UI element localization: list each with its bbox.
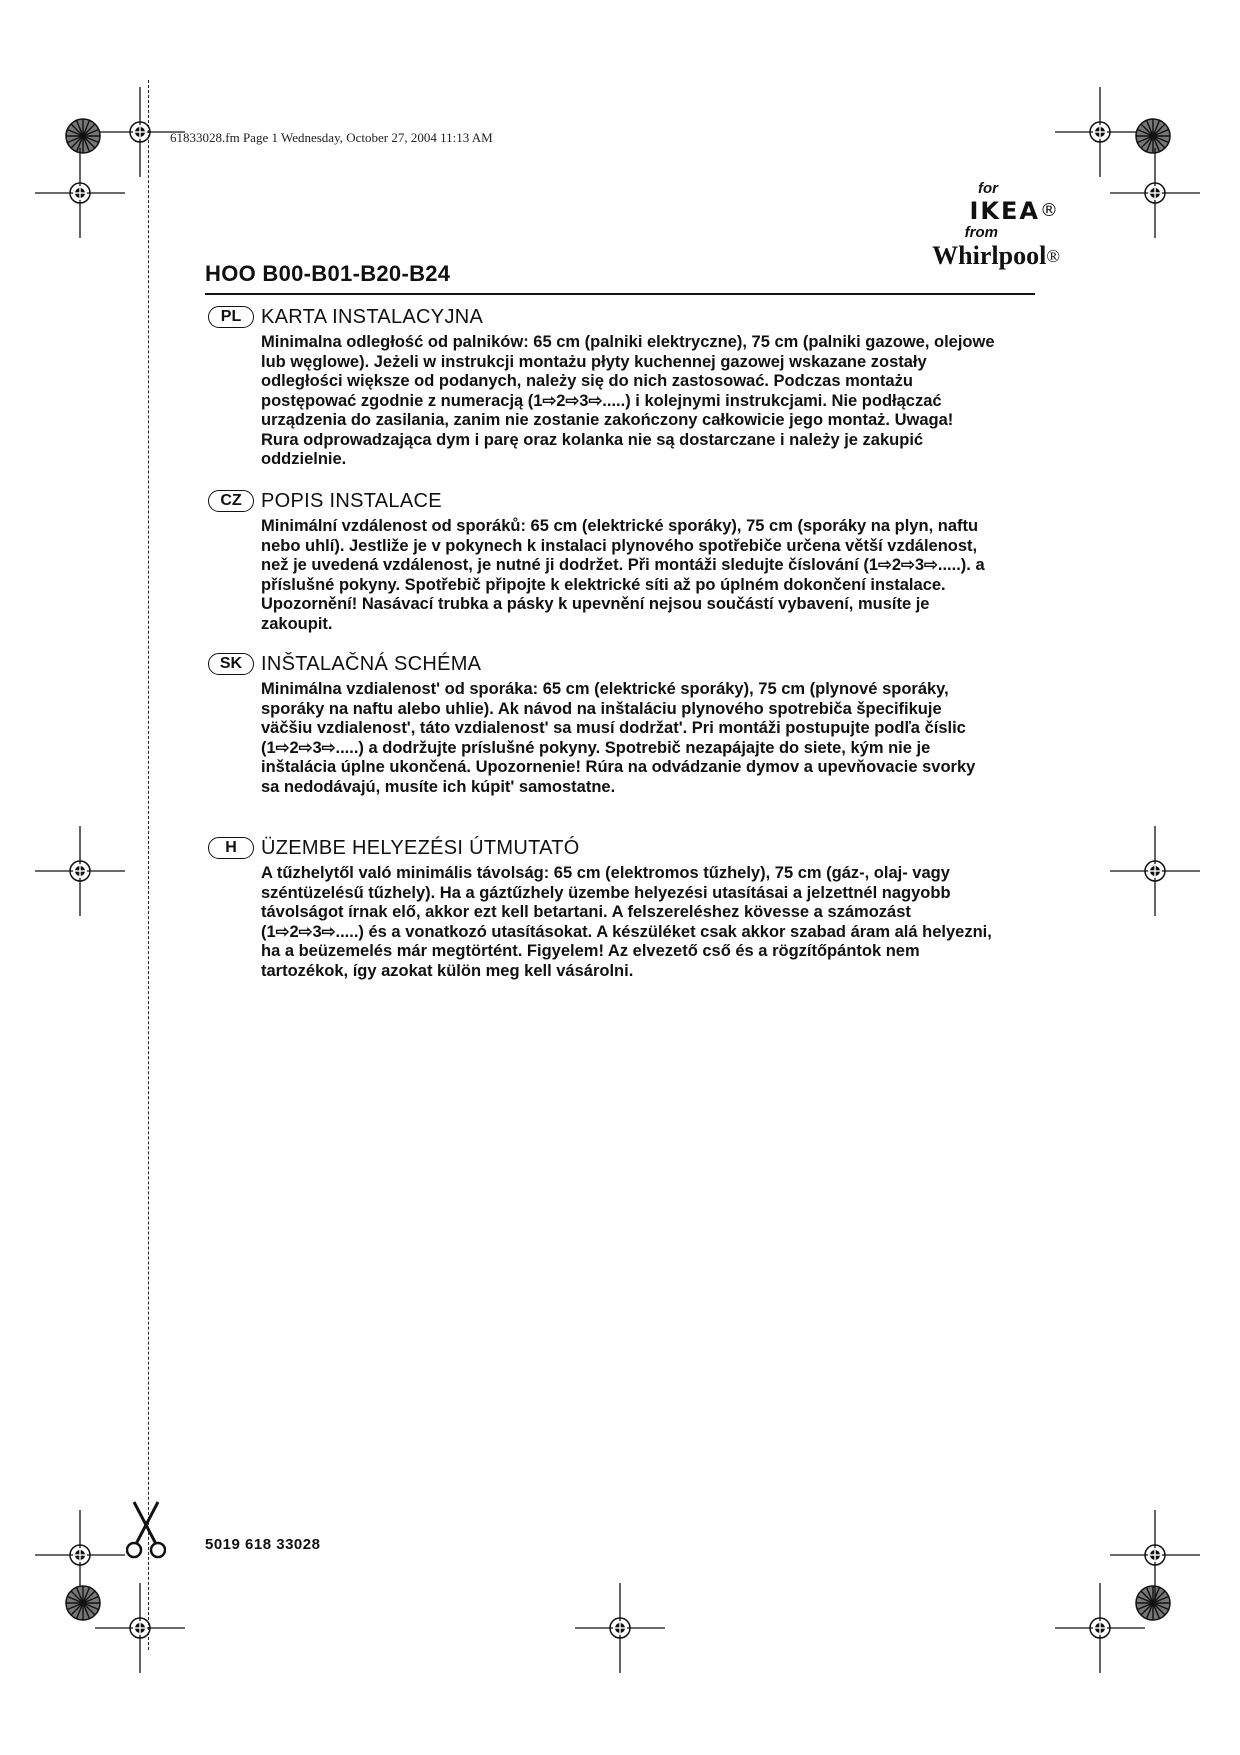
section-text: Minimální vzdálenost od sporáků: 65 cm (elektrické sporáky), 75 cm (sporáky na plyn, naftu nebo uhlí). Jestliže je v pokynech k instalaci plynového spotřebiče určena větší vzdálenost, než je uvedená vzdálenost, je nutné ji dodržet. Při montáži sledujte číslování (1⇨2⇨3⇨.....). a příslušné pokyny. Spotřebič připojte k elektrické síti až po úplném dokončení instalace. Upozornění! Nasávací trubka a pásky k upevnění nejsou součástí vybavení, musíte je zakoupit. — [261, 517, 985, 633]
brand-logo — [880, 180, 1060, 270]
registration-crosshair-icon — [1110, 148, 1200, 238]
section-cz — [205, 489, 995, 634]
logo-from: from — [964, 224, 998, 241]
logo-maker-reg: ® — [1046, 246, 1060, 266]
language-badge: CZ — [208, 490, 254, 512]
document-title: HOO B00-B01-B20-B24 — [205, 261, 451, 286]
logo-brand — [880, 198, 1060, 224]
section-sk — [205, 652, 995, 797]
registration-crosshair-icon — [575, 1583, 665, 1673]
section-h — [205, 836, 995, 981]
section-text: A tűzhelytől való minimális távolság: 65 cm (elektromos tűzhely), 75 cm (gáz-, olaj- vagy széntüzelésű tűzhely). Ha a gáztűzhely üzembe helyezési utasításai a jelzettnél nagyobb távolságot írnak elő, akkor ezt kell betartani. A felszereléshez kövesse a számozást (1⇨2⇨3⇨.....) és a vonatkozó utasításokat. A készüléket csak akkor szabad áram alá helyezni, ha a beüzemelés már megtörtént. Figyelem! Az elvezető cső és a rögzítőpántok nem tartozékok, így azokat külön meg kell vásárolni. — [261, 864, 992, 980]
section-text: Minimalna odległość od palników: 65 cm (palniki elektryczne), 75 cm (palniki gazowe, olejowe lub węglowe). Jeżeli w instrukcji montażu płyty kuchennej gazowej wskazane zostały odległości większe od podanych, należy się do nich zastosować. Podczas montażu postępować zgodnie z numeracją (1⇨2⇨3⇨.....) i kolejnymi instrukcjami. Nie podłączać urządzenia do zasilania, zanim nie zostanie zakończony całkowicie jego montaż. Uwaga! Rura odprowadzająca dym i parę oraz kolanka nie są dostarczane i należy je zakupić oddzielnie. — [261, 333, 995, 468]
language-badge: SK — [208, 653, 254, 675]
registration-crosshair-icon — [35, 148, 125, 238]
registration-crosshair-icon — [95, 1583, 185, 1673]
logo-maker — [880, 242, 1060, 270]
title-rule — [205, 293, 1035, 295]
product-code: 5019 618 33028 — [205, 1536, 321, 1553]
registration-crosshair-icon — [1110, 1510, 1200, 1600]
language-badge: PL — [208, 306, 254, 328]
file-header-line: 61833028.fm Page 1 Wednesday, October 27, 2004 11:13 AM — [170, 130, 493, 145]
language-badge: H — [208, 837, 254, 859]
logo-maker-name: Whirlpool — [932, 241, 1047, 270]
section-heading: ÜZEMBE HELYEZÉSI ÚTMUTATÓ — [261, 837, 580, 859]
section-heading: INŠTALAČNÁ SCHÉMA — [261, 653, 482, 675]
dashed-cut-line — [148, 80, 149, 1650]
section-heading: KARTA INSTALACYJNA — [261, 306, 484, 328]
registration-crosshair-icon — [35, 826, 125, 916]
registration-crosshair-icon — [1110, 826, 1200, 916]
logo-for: for — [978, 180, 998, 197]
logo-brand-reg: ® — [1040, 200, 1058, 221]
logo-brand-name: IKEA — [969, 197, 1040, 225]
section-pl — [205, 305, 995, 470]
section-heading: POPIS INSTALACE — [261, 490, 442, 512]
section-text: Minimálna vzdialenost' od sporáka: 65 cm (elektrické sporáky), 75 cm (plynové sporáky, sporáky na naftu alebo uhlie). Ak návod na inštaláciu plynového spotrebiča špecifikuje väčšiu vzdialenost', táto vzdialenost' sa musí dodržat'. Pri montáži postupujte podľa číslic (1⇨2⇨3⇨.....) a dodržujte príslušné pokyny. Spotrebič nezapájajte do siete, kým nie je inštalácia úplne ukončená. Upozornenie! Rúra na odvádzanie dymov a upevňovacie svorky sa nedodávajú, musíte ich kúpit' samostatne. — [261, 680, 976, 796]
scissors-icon — [126, 1500, 166, 1560]
